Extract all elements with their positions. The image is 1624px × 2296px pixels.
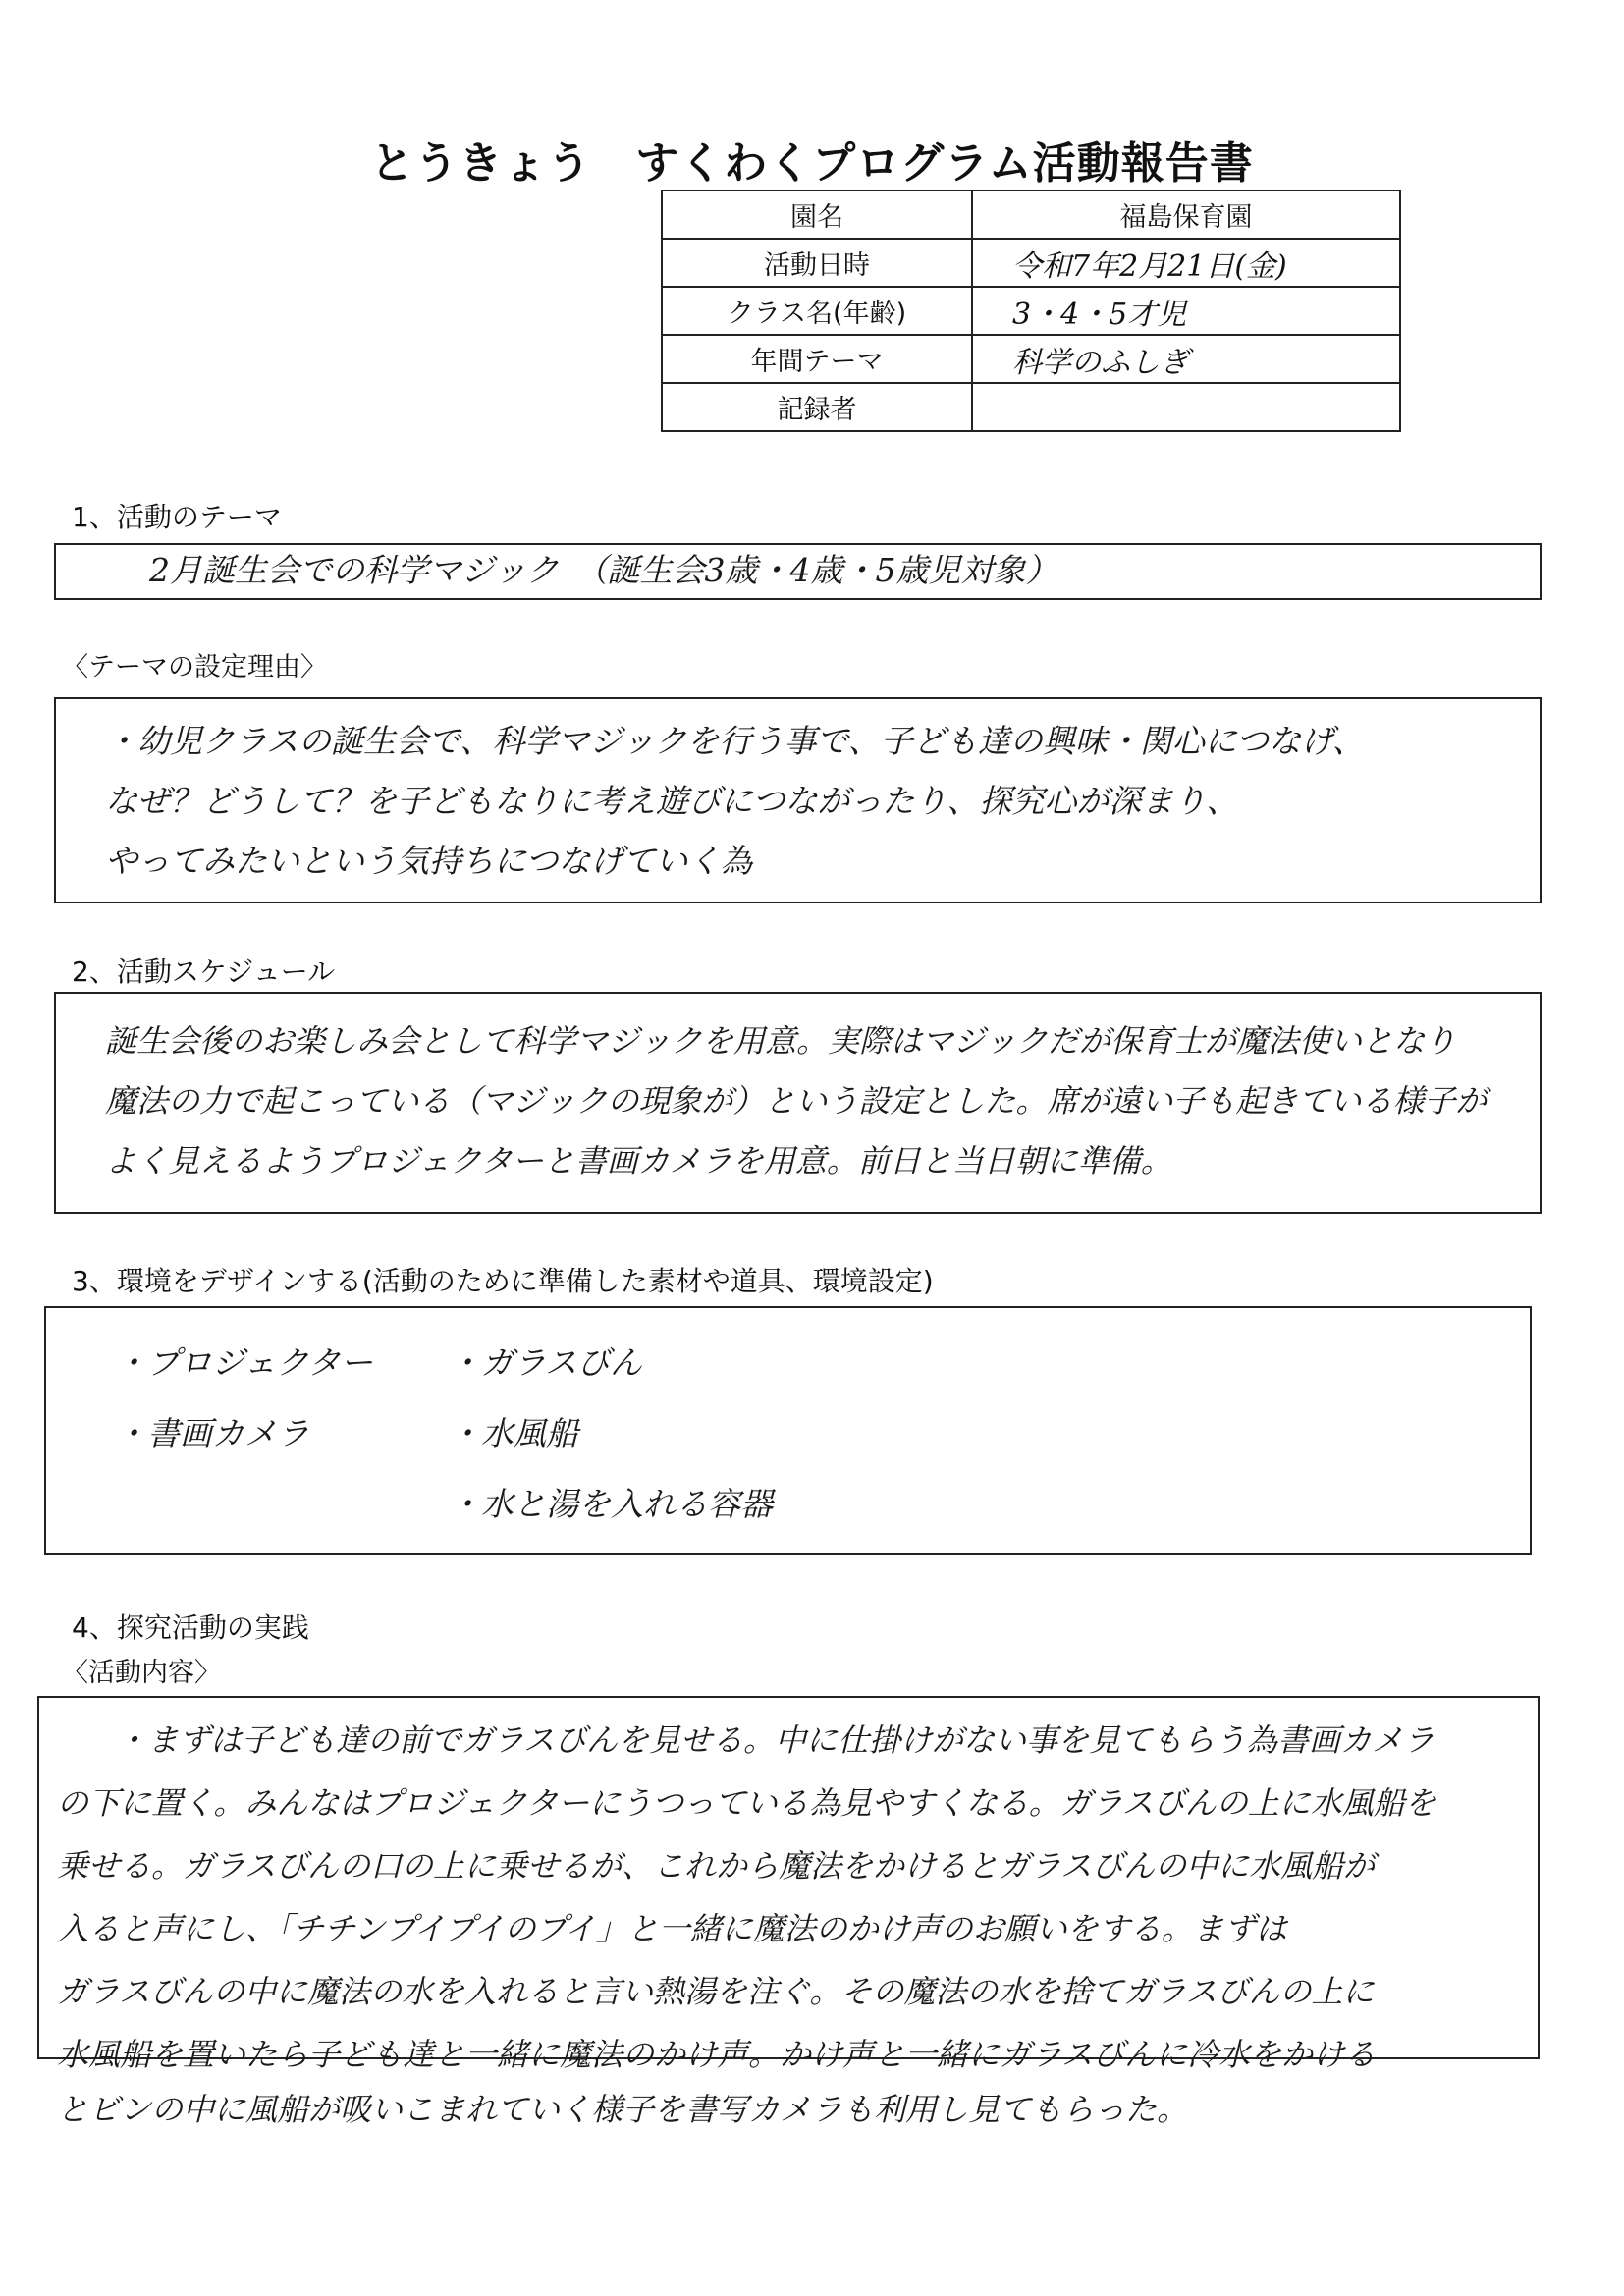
environment-item: ・水と湯を入れる容器: [449, 1485, 773, 1523]
reason-line: やってみたいという気持ちにつなげていく為: [105, 842, 753, 880]
schedule-line: 誕生会後のお楽しみ会として科学マジックを用意。実際はマジックだが保育士が魔法使いとなり: [105, 1022, 1457, 1060]
reason-line: ・幼児クラスの誕生会で、科学マジックを行う事で、子ども達の興味・関心につなげ、: [105, 722, 1365, 760]
info-table: [661, 190, 1401, 432]
reason-line: なぜ？どうして？を子どもなりに考え遊びにつながったり、探究心が深まり、: [105, 782, 1239, 820]
section3-heading: 3、環境をデザインする(活動のために準備した素材や道具、環境設定): [72, 1265, 934, 1297]
content-line: ・まずは子ども達の前でガラスびんを見せる。中に仕掛けがない事を見てもらう為書画カメラ: [116, 1722, 1435, 1759]
info-label-annual-theme: 年間テーマ: [662, 335, 972, 383]
info-row-class: [662, 287, 1400, 335]
info-row-annual-theme: [662, 335, 1400, 383]
info-value-recorder: [972, 383, 1400, 431]
info-value-annual-theme: 科学のふしぎ: [972, 335, 1400, 383]
schedule-line: 魔法の力で起こっている（マジックの現象が）という設定とした。席が遠い子も起きている様子が: [105, 1082, 1488, 1120]
content-line: 入ると声にし、「チチンプイプイのプイ」と一緒に魔法のかけ声のお願いをする。まずは: [57, 1910, 1287, 1947]
content-line: とビンの中に風船が吸いこまれていく様子を書写カメラも利用し見てもらった。: [57, 2091, 1189, 2128]
info-label-class: クラス名(年齢): [662, 287, 972, 335]
info-row-date: [662, 239, 1400, 287]
reason-heading: 〈テーマの設定理由〉: [62, 652, 327, 683]
info-row-recorder: [662, 383, 1400, 431]
info-value-school: 福島保育園: [972, 191, 1400, 239]
page-title: とうきょう すくわくプログラム活動報告書: [370, 138, 1254, 189]
info-value-class: 3・4・5才児: [972, 287, 1400, 335]
content-text: [57, 1709, 1530, 2141]
environment-item: ・書画カメラ: [115, 1414, 309, 1452]
environment-item: ・ガラスびん: [449, 1343, 643, 1382]
content-heading: 〈活動内容〉: [62, 1658, 221, 1688]
section1-heading: 1、活動のテーマ: [72, 501, 282, 533]
info-value-date: 令和7年2月21日(金): [972, 239, 1400, 287]
reason-box: [54, 697, 1542, 903]
section4-heading: 4、探究活動の実践: [72, 1612, 309, 1644]
info-row-school: [662, 191, 1400, 239]
environment-box: [44, 1306, 1532, 1555]
section2-heading: 2、活動スケジュール: [72, 956, 336, 988]
schedule-line: よく見えるようプロジェクターと書画カメラを用意。前日と当日朝に準備。: [105, 1142, 1172, 1179]
theme-text: 2月誕生会での科学マジック （誕生会3歳・4歳・5歳児対象）: [149, 551, 1058, 589]
theme-box: [54, 543, 1542, 600]
schedule-box: [54, 992, 1542, 1214]
content-line: ガラスびんの中に魔法の水を入れると言い熱湯を注ぐ。その魔法の水を捨てガラスびんの上に: [57, 1973, 1375, 2010]
content-line: 水風船を置いたら子ども達と一緒に魔法のかけ声。かけ声と一緒にガラスびんに冷水をかける: [57, 2036, 1377, 2073]
info-label-date: 活動日時: [662, 239, 972, 287]
info-label-recorder: 記録者: [662, 383, 972, 431]
environment-item: ・プロジェクター: [115, 1343, 373, 1382]
info-label-school: 園名: [662, 191, 972, 239]
content-line: の下に置く。みんなはプロジェクターにうつっている為見やすくなる。ガラスびんの上に水風船を: [57, 1784, 1436, 1822]
environment-item: ・水風船: [449, 1414, 578, 1452]
content-line: 乗せる。ガラスびんの口の上に乗せるが、これから魔法をかけるとガラスびんの中に水風船が: [57, 1847, 1376, 1885]
